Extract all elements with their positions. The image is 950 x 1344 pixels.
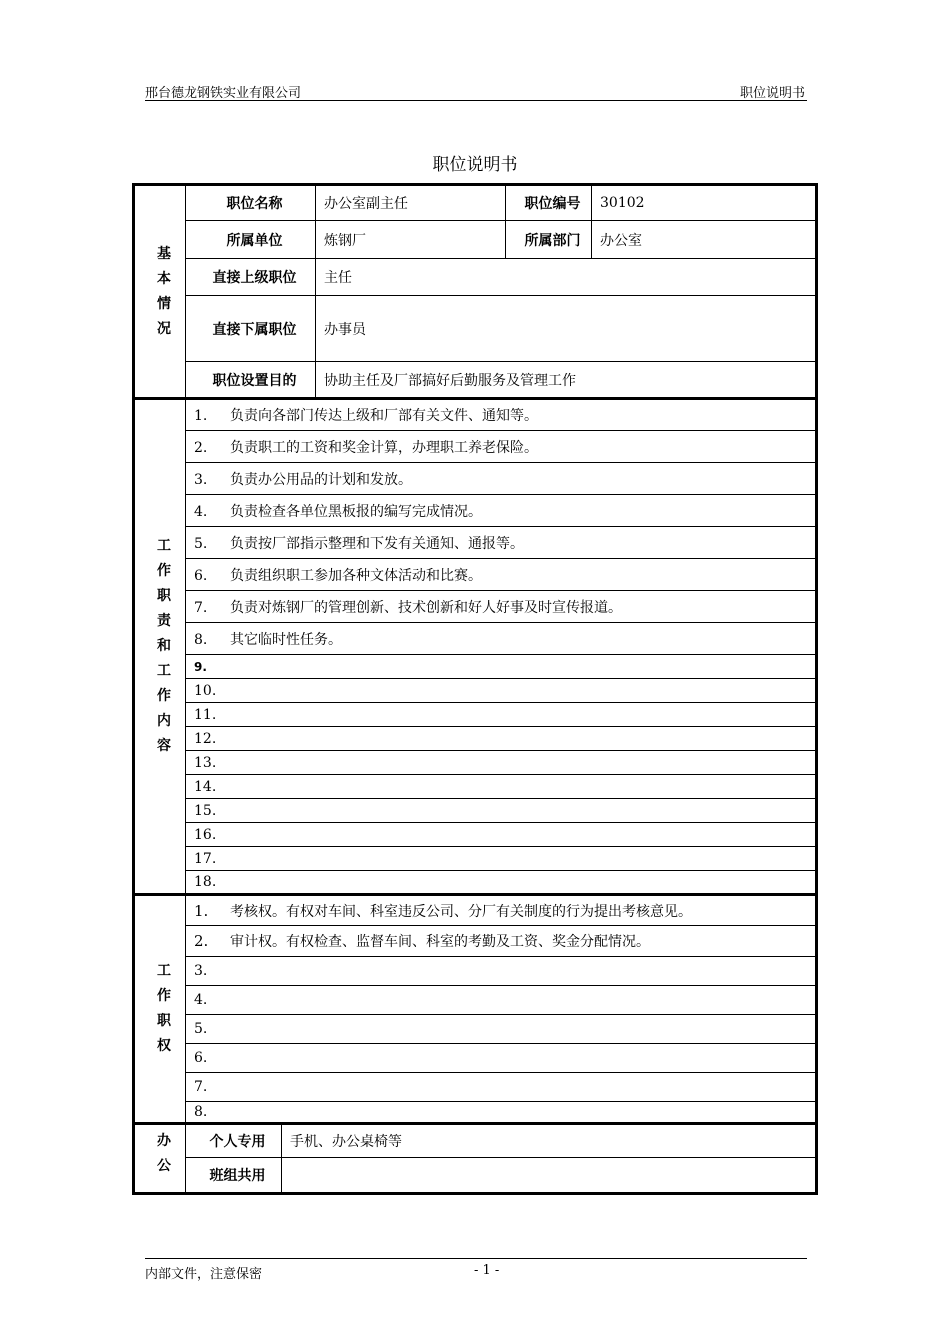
authority-item (186, 1044, 817, 1073)
section-basic-info: 基 本 情 况 (134, 185, 186, 399)
header-doc-type: 职位说明书 (739, 86, 805, 101)
duty-item-number: 6. (194, 567, 208, 584)
authority-item-number: 3. (194, 963, 208, 979)
dept-label: 所属部门 (506, 221, 592, 259)
authority-item (186, 1102, 817, 1124)
duty-item (186, 823, 817, 847)
authority-item-number: 1. (194, 901, 209, 920)
section-office: 办 公 (134, 1124, 186, 1194)
authority-item (186, 986, 817, 1015)
position-name-value: 办公室副主任 (316, 185, 506, 221)
unit-label: 所属单位 (186, 221, 316, 259)
duty-item (186, 847, 817, 871)
duty-item (186, 775, 817, 799)
duty-item (186, 559, 817, 591)
header-rule (145, 100, 807, 101)
duty-item (186, 431, 817, 463)
shared-use-label: 班组共用 (186, 1158, 282, 1194)
authority-item-number: 2. (194, 932, 209, 950)
duty-item (186, 751, 817, 775)
position-no-value: 30102 (592, 185, 817, 221)
duty-item-number: 9. (194, 659, 207, 674)
personal-use-label: 个人专用 (186, 1124, 282, 1158)
authority-item (186, 1073, 817, 1102)
duty-item (186, 591, 817, 623)
page-number: - 1 - (474, 1263, 500, 1278)
duty-item (186, 463, 817, 495)
duty-item-text: 负责办公用品的计划和发放。 (230, 471, 412, 488)
dept-value: 办公室 (592, 221, 817, 259)
purpose-value: 协助主任及厂部搞好后勤服务及管理工作 (316, 362, 817, 399)
position-no-label: 职位编号 (506, 185, 592, 221)
authority-item (186, 957, 817, 986)
duty-item-number: 10. (194, 682, 217, 699)
job-description-table (132, 183, 818, 1195)
duty-item-number: 5. (194, 535, 208, 552)
duty-item (186, 655, 817, 679)
personal-use-value: 手机、办公桌椅等 (282, 1124, 817, 1158)
duty-item-number: 7. (194, 599, 208, 616)
duty-item (186, 679, 817, 703)
position-name-label: 职位名称 (186, 185, 316, 221)
duty-item-number: 4. (194, 503, 208, 520)
duty-item-number: 13. (194, 754, 217, 771)
duty-item (186, 495, 817, 527)
duty-item (186, 399, 817, 431)
duty-item-text: 负责组织职工参加各种文体活动和比赛。 (230, 567, 482, 584)
duty-item-number: 1. (194, 408, 208, 424)
duty-item-text: 其它临时性任务。 (230, 631, 342, 648)
header-company: 邢台德龙钢铁实业有限公司 (145, 86, 302, 101)
unit-value: 炼钢厂 (316, 221, 506, 259)
duty-item-number: 17. (194, 850, 217, 867)
duty-item-text: 负责按厂部指示整理和下发有关通知、通报等。 (230, 535, 524, 552)
purpose-label: 职位设置目的 (186, 362, 316, 399)
duty-item (186, 871, 817, 895)
duty-item-text: 负责对炼钢厂的管理创新、技术创新和好人好事及时宣传报道。 (230, 599, 622, 616)
duty-item (186, 527, 817, 559)
duty-item-number: 15. (194, 802, 217, 819)
document-title: 职位说明书 (432, 155, 518, 175)
duty-item-number: 2. (194, 439, 208, 456)
duty-item-number: 16. (194, 826, 217, 843)
superior-label: 直接上级职位 (186, 259, 316, 296)
duty-item-number: 3. (194, 471, 208, 488)
section-authority: 工 作 职 权 (134, 895, 186, 1124)
authority-item-number: 8. (194, 1104, 208, 1120)
footer-note: 内部文件，注意保密 (145, 1267, 263, 1282)
authority-item-text: 审计权。有权检查、监督车间、科室的考勤及工资、奖金分配情况。 (230, 934, 650, 950)
shared-use-value (282, 1158, 817, 1194)
duty-item-number: 8. (194, 631, 208, 648)
duty-item-number: 11. (194, 706, 217, 723)
duty-item-text: 负责检查各单位黑板报的编写完成情况。 (230, 503, 482, 520)
authority-item-number: 7. (194, 1079, 208, 1095)
authority-item (186, 1015, 817, 1044)
duty-item-number: 18. (194, 874, 217, 890)
duty-item-number: 12. (194, 730, 217, 747)
subordinate-value: 办事员 (316, 296, 817, 362)
duty-item-text: 负责职工的工资和奖金计算，办理职工养老保险。 (230, 439, 538, 456)
duty-item-text: 负责向各部门传达上级和厂部有关文件、通知等。 (230, 408, 538, 424)
subordinate-label: 直接下属职位 (186, 296, 316, 362)
authority-item-number: 6. (194, 1050, 208, 1066)
authority-item (186, 895, 817, 926)
superior-value: 主任 (316, 259, 817, 296)
duty-item (186, 703, 817, 727)
footer-rule (145, 1258, 807, 1259)
duty-item (186, 799, 817, 823)
duty-item (186, 727, 817, 751)
duty-item (186, 623, 817, 655)
section-duties: 工 作 职 责 和 工 作 内 容 (134, 399, 186, 895)
authority-item-number: 5. (194, 1021, 208, 1037)
duty-item-number: 14. (194, 778, 217, 795)
authority-item-text: 考核权。有权对车间、科室违反公司、分厂有关制度的行为提出考核意见。 (230, 903, 692, 920)
authority-item-number: 4. (194, 992, 208, 1008)
authority-item (186, 926, 817, 957)
